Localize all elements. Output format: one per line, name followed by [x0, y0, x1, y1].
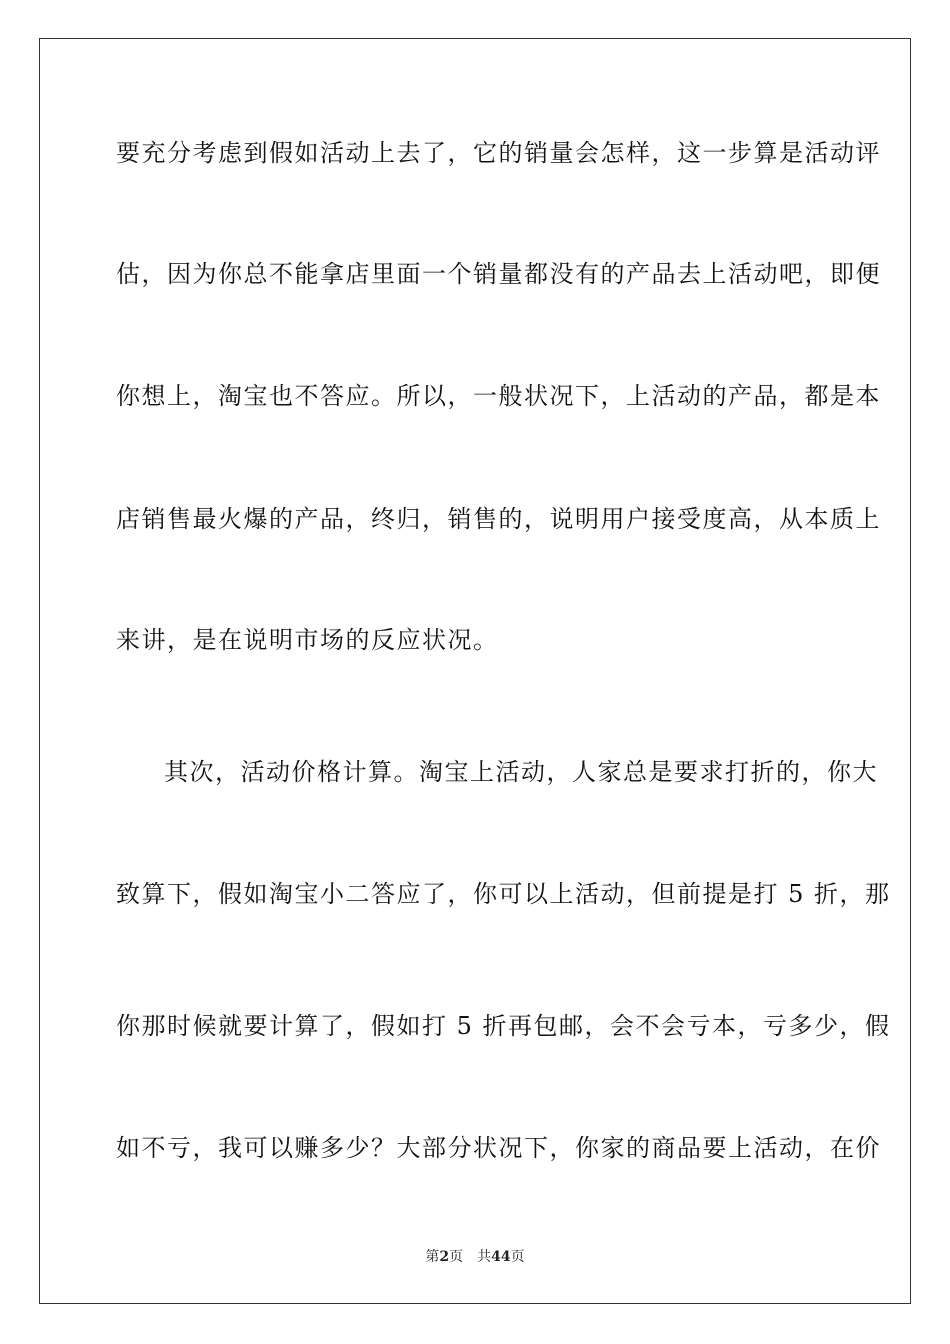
page-border	[39, 38, 911, 1304]
text-line: 估，因为你总不能拿店里面一个销量都没有的产品去上活动吧，即便	[116, 260, 881, 288]
page-suffix: 页	[449, 1249, 464, 1265]
page-footer	[0, 1247, 950, 1267]
text-line: 如不亏，我可以赚多少？大部分状况下，你家的商品要上活动，在价	[116, 1134, 881, 1162]
text-line: 店销售最火爆的产品，终归，销售的，说明用户接受度高，从本质上	[116, 505, 881, 533]
total-prefix: 共	[477, 1249, 492, 1265]
text-line: 要充分考虑到假如活动上去了，它的销量会怎样，这一步算是活动评	[116, 139, 881, 167]
total-suffix: 页	[510, 1249, 525, 1265]
text-line: 来讲，是在说明市场的反应状况。	[116, 626, 499, 654]
text-line: 致算下，假如淘宝小二答应了，你可以上活动，但前提是打 5 折，那	[116, 880, 891, 908]
total-pages: 44	[491, 1249, 511, 1265]
page-prefix: 第	[425, 1249, 440, 1265]
text-line: 其次，活动价格计算。淘宝上活动，人家总是要求打折的，你大	[164, 758, 878, 786]
text-line: 你那时候就要计算了，假如打 5 折再包邮，会不会亏本，亏多少，假	[116, 1012, 891, 1040]
text-line: 你想上，淘宝也不答应。所以，一般状况下，上活动的产品，都是本	[116, 382, 881, 410]
page-number: 2	[439, 1249, 450, 1265]
